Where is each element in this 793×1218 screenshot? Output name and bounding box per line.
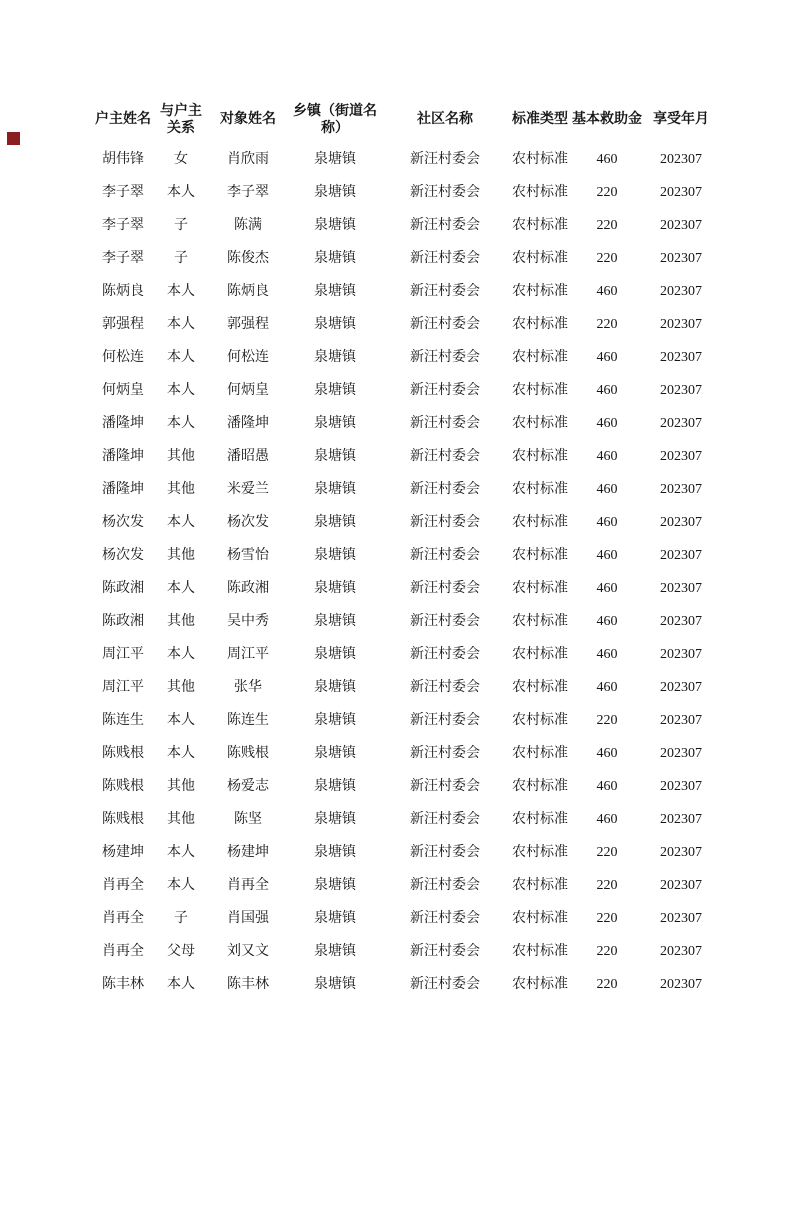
table-cell: 陈丰林 [227,976,269,992]
table-cell: 460 [596,580,618,596]
table-cell: 杨建坤 [102,844,144,860]
table-cell: 周江平 [102,646,144,662]
table-cell: 胡伟锋 [102,151,144,167]
table-cell: 460 [596,415,618,431]
table-row [90,704,718,737]
table-cell: 农村标准 [512,283,568,299]
table-row [90,572,718,605]
table-cell: 新汪村委会 [410,349,480,365]
corner-mark [7,132,20,145]
table-cell: 潘隆坤 [102,481,144,497]
table-cell: 新汪村委会 [410,250,480,266]
page [0,96,793,1218]
table-cell: 202307 [660,811,702,827]
table-cell: 其他 [167,547,195,563]
table-cell: 吴中秀 [227,613,269,629]
table-cell: 新汪村委会 [410,613,480,629]
table-cell: 460 [596,745,618,761]
table-cell: 杨次发 [102,547,144,563]
table-cell: 202307 [660,877,702,893]
column-header: 乡镇（街道名称） [293,103,377,136]
table-row [90,143,718,176]
table-row [90,242,718,275]
column-header: 与户主关系 [160,103,202,136]
table-cell: 新汪村委会 [410,646,480,662]
table-cell: 何松连 [102,349,144,365]
table-cell: 其他 [167,778,195,794]
table-row [90,605,718,638]
table-cell: 泉塘镇 [314,316,356,332]
table-cell: 何炳皇 [102,382,144,398]
table-cell: 农村标准 [512,976,568,992]
table-cell: 202307 [660,547,702,563]
table-cell: 泉塘镇 [314,646,356,662]
table-row [90,209,718,242]
table-cell: 202307 [660,382,702,398]
table-cell: 本人 [167,745,195,761]
table-cell: 新汪村委会 [410,976,480,992]
table-cell: 农村标准 [512,613,568,629]
table-cell: 本人 [167,877,195,893]
table-cell: 220 [596,976,618,992]
column-header: 享受年月 [653,112,709,127]
table-row [90,176,718,209]
table-cell: 李子翠 [102,250,144,266]
table-cell: 新汪村委会 [410,382,480,398]
table-cell: 陈连生 [102,712,144,728]
table-cell: 陈政湘 [227,580,269,596]
table-cell: 陈贱根 [102,745,144,761]
column-header: 对象姓名 [220,112,276,127]
table-cell: 460 [596,481,618,497]
table-cell: 202307 [660,151,702,167]
table-row [90,275,718,308]
table-row [90,407,718,440]
table-row [90,737,718,770]
table-cell: 李子翠 [102,184,144,200]
table-cell: 220 [596,910,618,926]
table-cell: 陈炳良 [102,283,144,299]
table-cell: 陈贱根 [102,778,144,794]
table-cell: 刘又文 [227,943,269,959]
table-row [90,671,718,704]
table-cell: 本人 [167,283,195,299]
table-cell: 泉塘镇 [314,877,356,893]
table-cell: 新汪村委会 [410,415,480,431]
table-row [90,902,718,935]
table-cell: 泉塘镇 [314,481,356,497]
table-cell: 陈贱根 [227,745,269,761]
table-cell: 460 [596,151,618,167]
table-cell: 其他 [167,613,195,629]
table-cell: 泉塘镇 [314,976,356,992]
table-cell: 父母 [167,943,195,959]
table-row [90,935,718,968]
table-cell: 农村标准 [512,910,568,926]
table-cell: 202307 [660,943,702,959]
table-cell: 肖再全 [102,877,144,893]
table-cell: 460 [596,283,618,299]
table-row [90,803,718,836]
table-cell: 农村标准 [512,547,568,563]
table-cell: 泉塘镇 [314,943,356,959]
column-header: 户主姓名 [95,112,151,127]
table-cell: 杨次发 [227,514,269,530]
table-cell: 泉塘镇 [314,679,356,695]
table-cell: 202307 [660,448,702,464]
table-cell: 潘昭愚 [227,448,269,464]
table-cell: 新汪村委会 [410,580,480,596]
table-row [90,869,718,902]
table-cell: 潘隆坤 [227,415,269,431]
table-cell: 陈俊杰 [227,250,269,266]
table-cell: 其他 [167,679,195,695]
table-cell: 本人 [167,184,195,200]
table-cell: 460 [596,778,618,794]
table-cell: 460 [596,613,618,629]
table-cell: 农村标准 [512,217,568,233]
table-cell: 本人 [167,580,195,596]
table-body [90,143,718,1001]
table-cell: 新汪村委会 [410,481,480,497]
table-cell: 202307 [660,976,702,992]
table-cell: 202307 [660,580,702,596]
table-cell: 农村标准 [512,184,568,200]
table-cell: 何炳皇 [227,382,269,398]
header-row [90,96,718,143]
table-cell: 农村标准 [512,250,568,266]
table-cell: 460 [596,811,618,827]
table-cell: 202307 [660,910,702,926]
table-cell: 农村标准 [512,580,568,596]
table-cell: 陈满 [234,217,262,233]
column-header: 基本救助金 [572,112,642,127]
table-cell: 农村标准 [512,844,568,860]
table-row [90,308,718,341]
table-cell: 202307 [660,646,702,662]
table-cell: 泉塘镇 [314,910,356,926]
table-cell: 新汪村委会 [410,778,480,794]
table-cell: 其他 [167,811,195,827]
table-cell: 陈炳良 [227,283,269,299]
table-cell: 农村标准 [512,349,568,365]
table-cell: 220 [596,712,618,728]
table-cell: 杨爱志 [227,778,269,794]
table-cell: 460 [596,349,618,365]
table-cell: 新汪村委会 [410,514,480,530]
table-cell: 周江平 [102,679,144,695]
table-cell: 张华 [234,679,262,695]
table-cell: 杨建坤 [227,844,269,860]
table-cell: 202307 [660,283,702,299]
table-cell: 农村标准 [512,745,568,761]
table-cell: 泉塘镇 [314,217,356,233]
table-row [90,770,718,803]
table-cell: 460 [596,547,618,563]
table-cell: 新汪村委会 [410,910,480,926]
table-cell: 泉塘镇 [314,184,356,200]
table-cell: 农村标准 [512,877,568,893]
table-cell: 农村标准 [512,712,568,728]
table-cell: 农村标准 [512,316,568,332]
table-cell: 新汪村委会 [410,316,480,332]
table-cell: 农村标准 [512,679,568,695]
table-cell: 何松连 [227,349,269,365]
table-cell: 220 [596,943,618,959]
table-cell: 新汪村委会 [410,745,480,761]
table-cell: 陈坚 [234,811,262,827]
table-cell: 新汪村委会 [410,184,480,200]
table-row [90,638,718,671]
table-cell: 202307 [660,184,702,200]
table-cell: 202307 [660,613,702,629]
table-cell: 泉塘镇 [314,415,356,431]
table-cell: 肖再全 [102,943,144,959]
table-cell: 农村标准 [512,415,568,431]
table-cell: 202307 [660,481,702,497]
table-cell: 潘隆坤 [102,448,144,464]
table-cell: 本人 [167,976,195,992]
table-cell: 泉塘镇 [314,250,356,266]
table-cell: 新汪村委会 [410,547,480,563]
table-row [90,473,718,506]
table-cell: 460 [596,679,618,695]
table-cell: 泉塘镇 [314,283,356,299]
column-header: 社区名称 [417,112,473,127]
table-cell: 新汪村委会 [410,811,480,827]
table-cell: 泉塘镇 [314,811,356,827]
table-cell: 460 [596,382,618,398]
table-cell: 新汪村委会 [410,679,480,695]
table-cell: 220 [596,250,618,266]
table-cell: 郭强程 [102,316,144,332]
table-cell: 陈政湘 [102,580,144,596]
table-cell: 460 [596,448,618,464]
table-cell: 泉塘镇 [314,547,356,563]
table-cell: 220 [596,844,618,860]
table-cell: 202307 [660,679,702,695]
table-cell: 泉塘镇 [314,778,356,794]
table-cell: 子 [174,217,188,233]
table-cell: 220 [596,877,618,893]
table-cell: 202307 [660,250,702,266]
table-cell: 泉塘镇 [314,613,356,629]
table-cell: 其他 [167,481,195,497]
table-cell: 460 [596,514,618,530]
table-cell: 泉塘镇 [314,448,356,464]
table-cell: 泉塘镇 [314,844,356,860]
table-cell: 220 [596,316,618,332]
table-cell: 泉塘镇 [314,349,356,365]
table-cell: 农村标准 [512,514,568,530]
table-cell: 陈贱根 [102,811,144,827]
table-cell: 202307 [660,712,702,728]
table-cell: 农村标准 [512,481,568,497]
table-cell: 本人 [167,382,195,398]
table-row [90,506,718,539]
table-cell: 肖国强 [227,910,269,926]
table-cell: 潘隆坤 [102,415,144,431]
table-cell: 农村标准 [512,778,568,794]
table-cell: 米爱兰 [227,481,269,497]
table-cell: 泉塘镇 [314,580,356,596]
table-cell: 泉塘镇 [314,151,356,167]
table-cell: 杨次发 [102,514,144,530]
table-cell: 子 [174,910,188,926]
table-cell: 女 [174,151,188,167]
table-cell: 泉塘镇 [314,712,356,728]
table-cell: 新汪村委会 [410,877,480,893]
table-cell: 李子翠 [227,184,269,200]
table-cell: 202307 [660,778,702,794]
table-row [90,836,718,869]
table-cell: 陈丰林 [102,976,144,992]
table-cell: 460 [596,646,618,662]
table-cell: 202307 [660,514,702,530]
table-cell: 新汪村委会 [410,844,480,860]
table-cell: 泉塘镇 [314,382,356,398]
table-cell: 新汪村委会 [410,712,480,728]
table-cell: 泉塘镇 [314,514,356,530]
table-cell: 肖再全 [102,910,144,926]
table-cell: 新汪村委会 [410,448,480,464]
table-cell: 202307 [660,217,702,233]
table-cell: 农村标准 [512,811,568,827]
table-cell: 202307 [660,415,702,431]
table-cell: 杨雪怡 [227,547,269,563]
table-cell: 202307 [660,844,702,860]
table-cell: 李子翠 [102,217,144,233]
table-cell: 本人 [167,514,195,530]
benefits-table [90,96,718,1001]
table-cell: 本人 [167,349,195,365]
table-cell: 新汪村委会 [410,283,480,299]
table-cell: 本人 [167,712,195,728]
table-cell: 本人 [167,646,195,662]
table-cell: 本人 [167,844,195,860]
table-cell: 本人 [167,415,195,431]
table-cell: 农村标准 [512,646,568,662]
table-row [90,539,718,572]
table-cell: 202307 [660,745,702,761]
table-row [90,968,718,1001]
table-cell: 农村标准 [512,151,568,167]
table-cell: 新汪村委会 [410,151,480,167]
table-cell: 220 [596,184,618,200]
table-cell: 肖欣雨 [227,151,269,167]
table-cell: 农村标准 [512,382,568,398]
table-cell: 本人 [167,316,195,332]
table-cell: 陈连生 [227,712,269,728]
table-row [90,440,718,473]
table-cell: 泉塘镇 [314,745,356,761]
table-cell: 202307 [660,316,702,332]
table-cell: 新汪村委会 [410,943,480,959]
table-row [90,374,718,407]
table-cell: 农村标准 [512,943,568,959]
table-cell: 郭强程 [227,316,269,332]
table-cell: 陈政湘 [102,613,144,629]
table-cell: 子 [174,250,188,266]
table-row [90,341,718,374]
table-cell: 新汪村委会 [410,217,480,233]
column-header: 标准类型 [512,112,568,127]
table-cell: 220 [596,217,618,233]
table-cell: 周江平 [227,646,269,662]
table-cell: 农村标准 [512,448,568,464]
table-cell: 其他 [167,448,195,464]
table-cell: 肖再全 [227,877,269,893]
table-cell: 202307 [660,349,702,365]
